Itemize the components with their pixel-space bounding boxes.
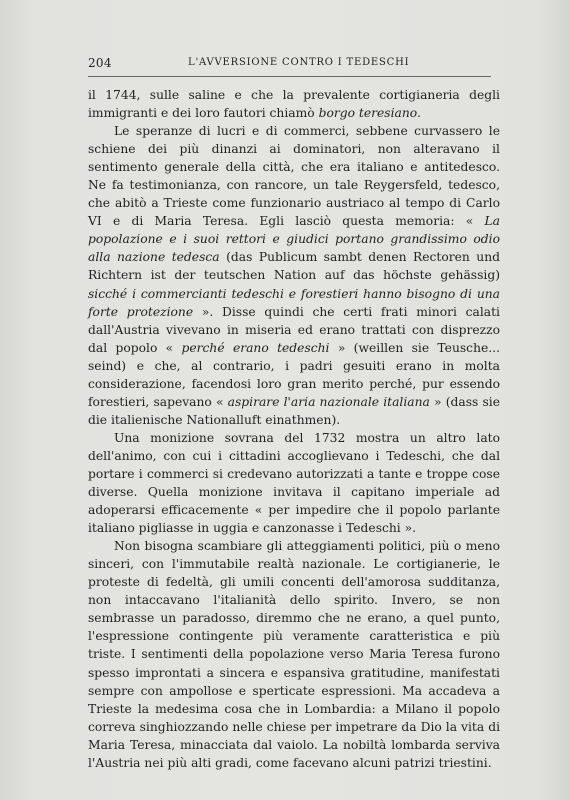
text-run: Le speranze di lucri e di commerci, sebbene curvassero le schiene dei più dinanzi ai dominatori, non alteravano il sentimento generale della città, che era italiano e antitedesco. Ne fa testimonianza, con rancore, un tale Reygersfeld, tedesco, che abitò a Trieste come funzionario austriaco al tempo di Carlo VI e di Maria Teresa. Egli lasciò questa memoria: « [88, 124, 500, 229]
paragraph [88, 122, 500, 429]
page-number: 204 [88, 56, 112, 70]
text-run: il 1744, sulle saline e che la prevalente cortigianeria degli immigranti e dei loro fautori chiamò [88, 88, 500, 121]
italic-text: La popolazione e i suoi rettori e giudici portano grandissimo odio alla nazione tedesca [88, 214, 500, 265]
text-run: » (weillen sie Teusche... seind) e che, al contrario, i padri gesuiti erano in molta considerazione, facendosi loro gran merito perché, pur essendo forestieri, sapevano « [88, 340, 500, 409]
italic-text: aspirare l'aria nazionale italiana [227, 394, 430, 409]
italic-text: sicché i commercianti tedeschi e forestieri hanno bisogno di una forte protezione [88, 286, 500, 319]
paragraph [88, 537, 500, 772]
text-run: » (dass sie die italienische Nationalluft einathmen). [88, 394, 500, 427]
paragraph [88, 86, 500, 122]
running-head: L'AVVERSIONE CONTRO I TEDESCHI [188, 57, 410, 68]
page-header [88, 56, 491, 76]
body-text [88, 86, 500, 772]
text-run: ». Disse quindi che certi frati minori calati dall'Austria vivevano in miseria ed erano trattati con disprezzo dal popolo « [88, 304, 500, 355]
header-rule [88, 76, 491, 77]
paragraph [88, 429, 500, 537]
italic-text: perché erano tedeschi [181, 340, 330, 355]
text-run: (das Publicum sambt denen Rectoren und Richtern ist der teutschen Nation auf das höchste gehässig) [88, 250, 500, 283]
text-run: Una monizione sovrana del 1732 mostra un altro lato dell'animo, con cui i cittadini accoglievano i Tedeschi, che dal portare i commerci si credevano autorizzati a tante e troppe cose diverse. Quella monizione invitava il capitano imperiale ad adoperarsi efficacemente « per impedire che il popolo parlante italiano pigliasse in uggia e canzonasse i Tedeschi ». [88, 430, 500, 536]
text-run: Non bisogna scambiare gli atteggiamenti politici, più o meno sinceri, con l'immutabile realtà nazionale. Le cortigianerie, le proteste di fedeltà, gli umili concenti dell'amorosa sudditanza, non intaccavano l'italianità dello spirito. Invero, se non sembrasse un paradosso, diremmo che ne erano, a quel punto, l'espressione contingente più veramente caratteristica e più triste. I sentimenti della popolazione verso Maria Teresa furono spesso improntati a sincera e espansiva gratitudine, manifestati sempre con ampollose e sperticate espressioni. Ma accadeva a Trieste la medesima cosa che in Lombardia: a Milano il popolo correva singhiozzando nelle chiese per impetrare da Dio la vita di Maria Teresa, minacciata dal vaiolo. La nobiltà lombarda serviva l'Austria nei più alti gradi, come facevano alcuni patrizi triestini. [88, 539, 500, 770]
italic-text: borgo teresiano. [318, 106, 421, 121]
